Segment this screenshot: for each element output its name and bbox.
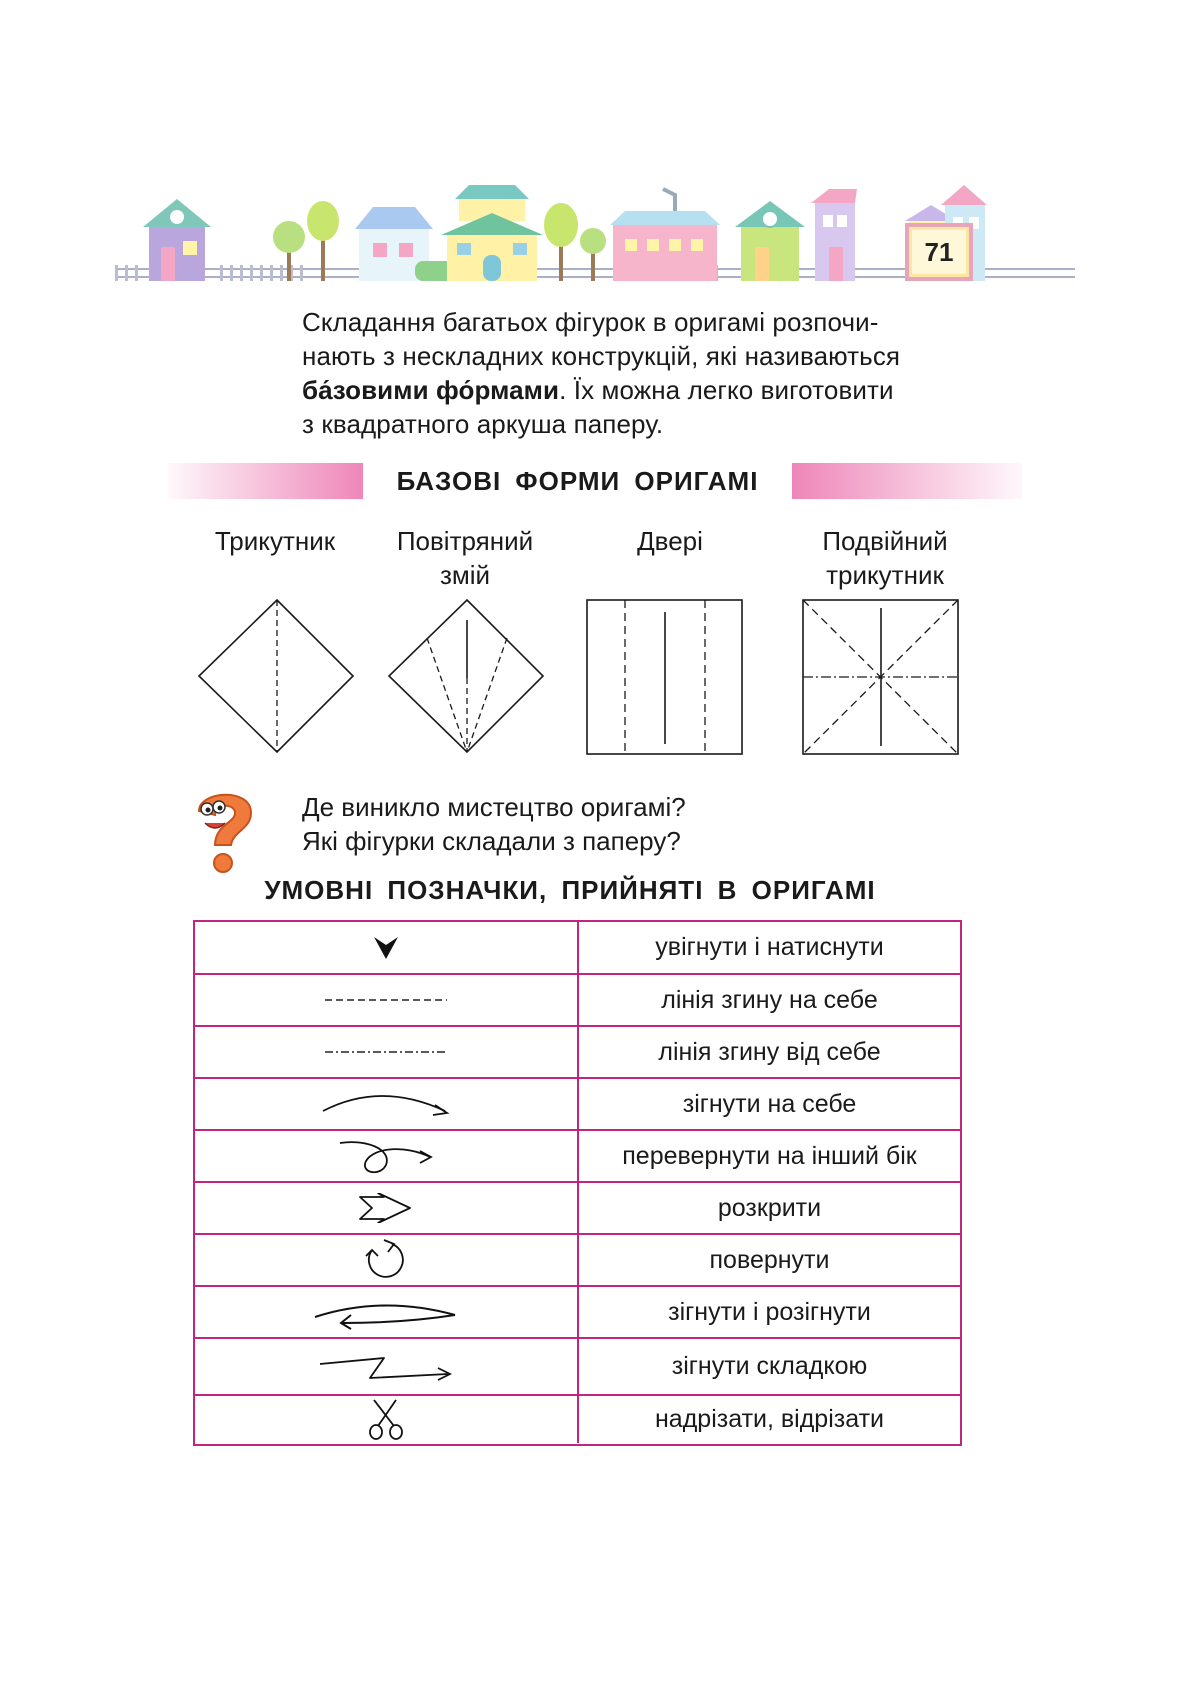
intro-line-3 bbox=[302, 373, 972, 407]
intro-paragraph bbox=[302, 305, 972, 441]
press-arrowhead-icon bbox=[371, 934, 401, 962]
legend-text: надрізати, відрізати bbox=[655, 1405, 884, 1433]
door-base-diagram bbox=[585, 598, 745, 758]
form-label-double-triangle: Подвійний трикутник bbox=[822, 526, 948, 590]
section-bar-right bbox=[792, 463, 1022, 499]
question-line-2: Які фігурки складали з паперу? bbox=[302, 826, 681, 856]
dashed-line-icon bbox=[323, 995, 449, 1005]
symbols-title: УМОВНІ ПОЗНАЧКИ, ПРИЙНЯТІ В ОРИГАМІ bbox=[264, 875, 876, 905]
intro-line-4: з квадратного аркуша паперу. bbox=[302, 409, 664, 439]
zigzag-arrow-icon bbox=[318, 1352, 454, 1382]
legend-row bbox=[195, 1077, 960, 1129]
symbols-legend-table bbox=[193, 920, 962, 1446]
legend-text: увігнути і натиснути bbox=[655, 933, 884, 961]
question-line-1: Де виникло мистецтво оригамі? bbox=[302, 792, 686, 822]
legend-row bbox=[195, 1181, 960, 1233]
form-label-kite: Повітряний змій bbox=[396, 526, 534, 590]
question-block bbox=[302, 790, 686, 858]
legend-text: повернути bbox=[709, 1245, 830, 1274]
legend-text: розкрити bbox=[717, 1193, 822, 1222]
legend-row bbox=[195, 1394, 960, 1443]
hollow-arrow-icon bbox=[358, 1193, 414, 1223]
legend-row bbox=[195, 922, 960, 973]
legend-text: зігнути і розігнути bbox=[668, 1297, 871, 1326]
legend-row bbox=[195, 1285, 960, 1337]
rotate-circle-icon bbox=[362, 1238, 410, 1282]
scissors-icon bbox=[366, 1398, 406, 1442]
intro-line-2: нають з нескладних конструкцій, які називаються bbox=[302, 341, 901, 371]
page-number-box bbox=[905, 223, 973, 281]
double-triangle-base-diagram bbox=[801, 598, 961, 758]
intro-line-3-rest: . Їх можна легко виготовити bbox=[559, 375, 894, 405]
legend-text: зігнути на себе bbox=[682, 1089, 857, 1118]
loop-arrow-icon bbox=[336, 1135, 436, 1177]
base-forms-title: БАЗОВІ ФОРМИ ОРИГАМІ bbox=[396, 466, 759, 496]
section-bar-left bbox=[168, 463, 363, 499]
fold-unfold-arrow-icon bbox=[313, 1293, 459, 1331]
legend-row bbox=[195, 1337, 960, 1394]
page-number: 71 bbox=[924, 236, 954, 267]
legend-text: зігнути складкою bbox=[671, 1352, 868, 1380]
intro-term-bold: ба́зовими фо́рмами bbox=[302, 375, 560, 405]
form-label-door: Двері bbox=[637, 526, 703, 556]
triangle-base-diagram bbox=[197, 598, 357, 758]
intro-line-1: Складання багатьох фігурок в оригамі розпочи- bbox=[302, 307, 879, 337]
form-label-triangle: Трикутник bbox=[214, 526, 336, 556]
legend-text: лінія згину від себе bbox=[658, 1037, 881, 1066]
dash-dot-line-icon bbox=[323, 1047, 449, 1057]
question-mark-character-icon bbox=[185, 783, 265, 873]
legend-row bbox=[195, 1025, 960, 1077]
legend-row bbox=[195, 973, 960, 1025]
legend-row bbox=[195, 1233, 960, 1285]
kite-base-diagram bbox=[387, 598, 547, 758]
legend-text: лінія згину на себе bbox=[661, 985, 878, 1014]
curved-arrow-icon bbox=[321, 1087, 451, 1121]
legend-row bbox=[195, 1129, 960, 1181]
legend-text: перевернути на інший бік bbox=[622, 1141, 917, 1170]
